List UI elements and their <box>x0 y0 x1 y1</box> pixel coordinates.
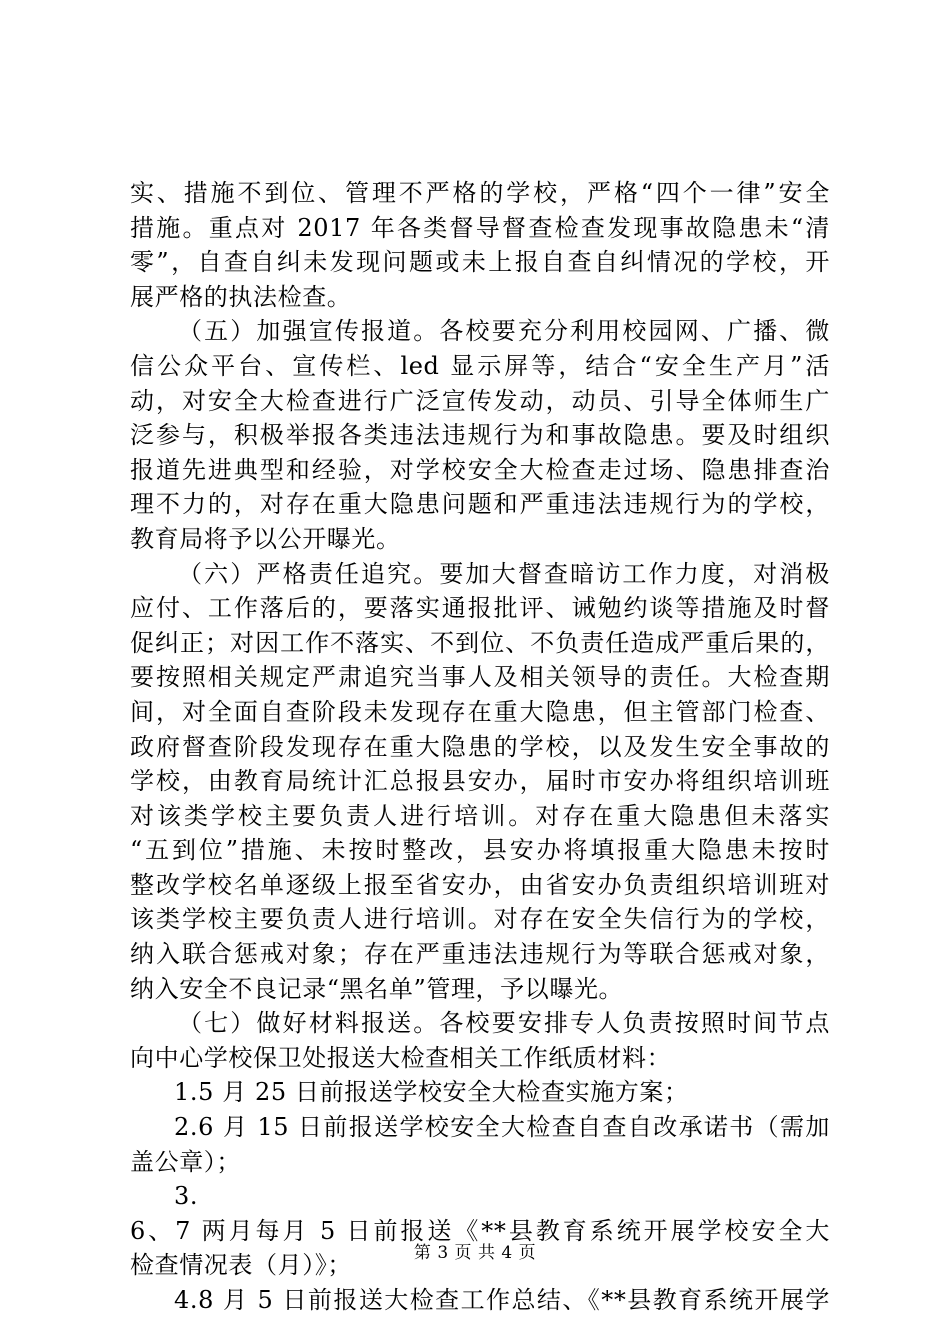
text-line: 促纠正；对因工作不落实、不到位、不负责任造成严重后果的， <box>130 628 830 657</box>
text-line: 向中心学校保卫处报送大检查相关工作纸质材料： <box>130 1043 672 1072</box>
text-line: 检查情况表（月）》； <box>130 1251 352 1280</box>
text-line: 纳入安全不良记录“黑名单”管理，予以曝光。 <box>130 974 624 1003</box>
text-line: 理不力的，对存在重大隐患问题和严重违法违规行为的学校， <box>130 490 830 519</box>
text-line: 展严格的执法检查。 <box>130 282 352 311</box>
text-line: 实、措施不到位、管理不严格的学校，严格“四个一律”安全 <box>130 179 830 207</box>
text-line: 盖公章）； <box>130 1147 241 1176</box>
section-heading-line: （五）加强宣传报道。各校要充分利用校园网、广播、微 <box>178 317 830 346</box>
text-line: 报道先进典型和经验，对学校安全大检查走过场、隐患排查治 <box>130 455 830 484</box>
text-line: 零”，自查自纠未发现问题或未上报自查自纠情况的学校，开 <box>130 248 830 277</box>
text-line: 要按照相关规定严肃追究当事人及相关领导的责任。大检查期 <box>130 663 830 692</box>
text-line: 整改学校名单逐级上报至省安办，由省安办负责组织培训班对 <box>130 870 830 899</box>
text-line: 动，对安全大检查进行广泛宣传发动，动员、引导全体师生广 <box>130 386 830 415</box>
text-line: 教育局将予以公开曝光。 <box>130 524 401 553</box>
text-line: 泛参与，积极举报各类违法违规行为和事故隐患。要及时组织 <box>130 421 830 450</box>
text-line: 该类学校主要负责人进行培训。对存在安全失信行为的学校， <box>130 905 830 934</box>
text-line: 6、7 两月每月 5 日前报送《**县教育系统开展学校安全大 <box>130 1216 830 1245</box>
page-number-footer: 第 3 页 共 4 页 <box>413 1243 537 1263</box>
text-line: 间，对全面自查阶段未发现存在重大隐患，但主管部门检查、 <box>130 697 830 726</box>
text-line: 措施。重点对 2017 年各类督导督查检查发现事故隐患未“清 <box>130 213 830 242</box>
text-line: “五到位”措施、未按时整改，县安办将填报重大隐患未按时 <box>130 836 830 865</box>
list-item: 1.5 月 25 日前报送学校安全大检查实施方案； <box>174 1078 689 1107</box>
text-line: 信公众平台、宣传栏、led 显示屏等，结合“安全生产月”活 <box>130 351 830 380</box>
text-line: 政府督查阶段发现存在重大隐患的学校，以及发生安全事故的 <box>130 732 830 761</box>
text-line: 学校，由教育局统计汇总报县安办，届时市安办将组织培训班 <box>130 767 830 796</box>
section-heading-line: （七）做好材料报送。各校要安排专人负责按照时间节点 <box>178 1009 830 1038</box>
list-item: 4.8 月 5 日前报送大检查工作总结、《**县教育系统开展学 <box>174 1286 830 1314</box>
text-line: 对该类学校主要负责人进行培训。对存在重大隐患但未落实 <box>130 801 830 830</box>
section-heading-line: （六）严格责任追究。要加大督查暗访工作力度，对消极 <box>178 559 830 588</box>
list-item: 3. <box>174 1182 199 1211</box>
document-body <box>130 176 830 1318</box>
text-line: 应付、工作落后的，要落实通报批评、诫勉约谈等措施及时督 <box>130 594 830 623</box>
text-line: 纳入联合惩戒对象；存在严重违法违规行为等联合惩戒对象， <box>130 940 830 969</box>
list-item: 2.6 月 15 日前报送学校安全大检查自查自改承诺书（需加 <box>174 1113 830 1142</box>
